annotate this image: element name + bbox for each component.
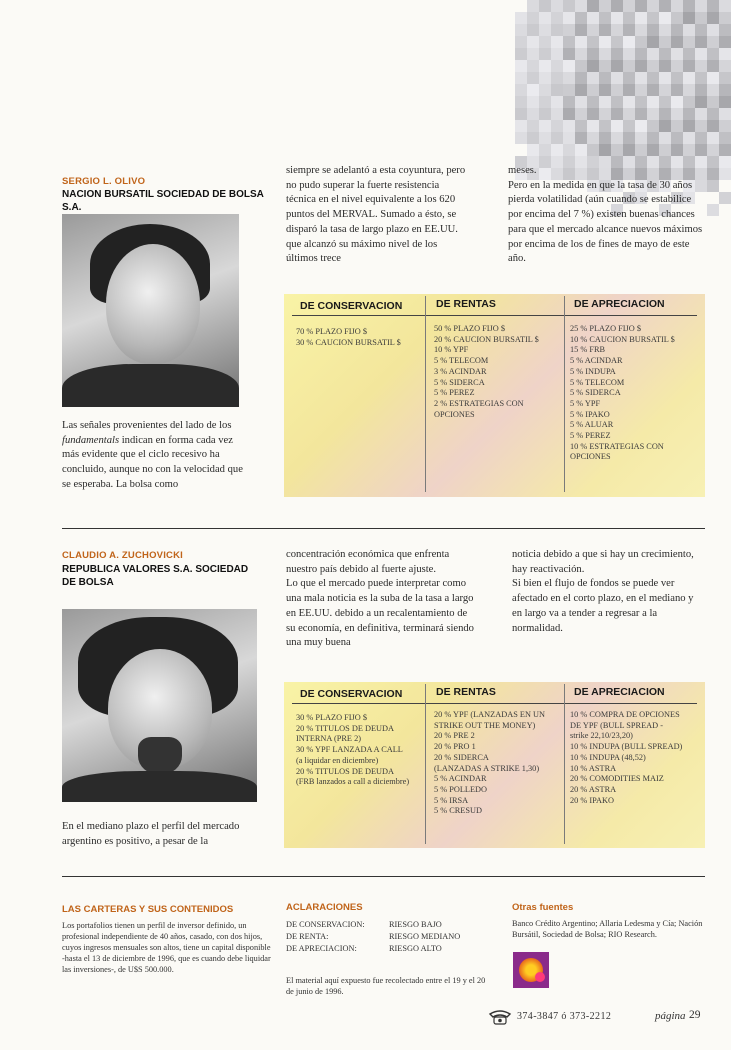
analyst-photo-1 — [62, 214, 239, 407]
sponsor-logo — [513, 952, 549, 988]
phone-icon — [487, 1008, 513, 1026]
cell-conservacion: 70 % PLAZO FIJO $ 30 % CAUCION BURSATIL $ — [296, 327, 401, 347]
phone-number: 374-3847 ó 373-2212 — [517, 1011, 612, 1022]
aclaracion-row: DE APRECIACION: RIESGO ALTO — [286, 944, 442, 953]
aclaracion-row: DE CONSERVACION: RIESGO BAJO — [286, 920, 442, 929]
column-text-2b: concentración económica que enfrenta nuestro país debido al fuerte ajuste. Lo que el mercado puede interpretar como una mala noticia es la suba de la tasa a largo en EE.UU. debido a un recalentamiento de su economía, en definitiva, terminará siendo una muy buena — [286, 549, 474, 649]
cell-apreciacion: 25 % PLAZO FIJO $ 10 % CAUCION BURSATIL $ 15 % FRB 5 % ACINDAR 5 % INDUPA 5 % TELECOM 5 % SIDERCA 5 % YPF 5 % IPAKO 5 % ALUAR 5 % PEREZ 10 % ESTRATEGIAS CON OPCIONES — [570, 324, 675, 462]
portfolio-table-2 — [284, 682, 705, 848]
aclaracion-row: DE RENTA: RIESGO MEDIANO — [286, 932, 461, 941]
header-conservacion: DE CONSERVACION — [300, 300, 403, 312]
header-conservacion: DE CONSERVACION — [300, 688, 403, 700]
column-text-1c: meses. Pero en la medida en que la tasa de 30 años pierda volatilidad (aún cuando se estabilice por encima del 7 %) existen buenas chances para que el mercado alcance nuevos máximos por encima de los de fines de mayo de este año. — [508, 165, 703, 265]
column-text-1b: siempre se adelantó a esta coyuntura, pero no pudo superar la fuerte resistencia técnica en el nivel equivalente a los 620 puntos del MERVAL. Sumado a ésto, se disparó la tasa de largo plazo en EE.UU. que alcanzó su máximo nivel de los últimos trece — [286, 165, 466, 265]
caption-2: En el mediano plazo el perfil del mercado argentino es positivo, a pesar de la — [62, 821, 240, 847]
cell-rentas: 20 % YPF (LANZADAS EN UN STRIKE OUT THE MONEY) 20 % PRE 2 20 % PRO 1 20 % SIDERCA (LANZADAS A STRIKE 1,30) 5 % ACINDAR 5 % POLLEDO 5 % IRSA 5 % CRESUD — [434, 710, 546, 816]
fundamentals-term: fundamentals — [62, 434, 120, 446]
analyst-name-2: CLAUDIO A. ZUCHOVICKI — [62, 550, 184, 561]
page-label: página — [655, 1010, 686, 1022]
header-rentas: DE RENTAS — [436, 686, 496, 698]
portfolio-table-1 — [284, 294, 705, 497]
cell-rentas: 50 % PLAZO FIJO $ 20 % CAUCION BURSATIL $ 10 % YPF 5 % TELECOM 3 % ACINDAR 5 % SIDERCA 5 % PEREZ 2 % ESTRATEGIAS CON OPCIONES — [434, 324, 539, 419]
header-apreciacion: DE APRECIACION — [574, 298, 665, 310]
analyst-name-1: SERGIO L. OLIVO — [62, 176, 146, 187]
section-divider — [62, 528, 705, 529]
aclaraciones-list — [286, 919, 486, 955]
page-number: 29 — [689, 1009, 701, 1021]
column-text-2c: noticia debido a que si hay un crecimiento, hay reactivación. Si bien el flujo de fondos se puede ver afectado en el corto plazo, en el mediano y en largo va a tender a regresar a la normalidad. — [512, 549, 694, 634]
cell-apreciacion: 10 % COMPRA DE OPCIONES DE YPF (BULL SPREAD - strike 22,10/23,20) 10 % INDUPA (BULL SPREAD) 10 % INDUPA (48,52) 10 % ASTRA 20 % COMODITIES MAIZ 20 % ASTRA 20 % IPAKO — [570, 710, 683, 805]
carteras-title: LAS CARTERAS Y SUS CONTENIDOS — [62, 904, 234, 915]
analyst-firm-1: NACION BURSATIL SOCIEDAD DE BOLSA S.A. — [62, 189, 264, 213]
otras-fuentes-text: Banco Crédito Argentino; Allaria Ledesma y Cía; Nación Bursátil, Sociedad de Bolsa; RIO Research. — [512, 919, 703, 939]
caption-1: Las señales provenientes del lado de los fundamentals indican en forma cada vez más evidente que el ciclo recesivo ha concluido, aunque no con la velocidad que se esperaba. La bolsa como — [62, 420, 243, 490]
analyst-firm-2: REPUBLICA VALORES S.A. SOCIEDAD DE BOLSA — [62, 564, 249, 588]
header-apreciacion: DE APRECIACION — [574, 686, 665, 698]
analyst-photo-2 — [62, 609, 257, 802]
material-note: El material aquí expuesto fue recolectado entre el 19 y el 20 de junio de 1996. — [286, 976, 486, 996]
aclaraciones-title: ACLARACIONES — [286, 902, 363, 913]
header-rentas: DE RENTAS — [436, 298, 496, 310]
otras-fuentes-title: Otras fuentes — [512, 902, 574, 913]
carteras-text: Los portafolios tienen un perfil de inversor definido, un profesional independiente de 40 años, casado, con dos hijos, cuyos ingresos mensuales son altos, tiene un capital disponible -hasta el 13 de diciembre de 1996, que es cuando debe liquidar las inversiones-, de U$S 500.000. — [62, 921, 271, 974]
footer-divider — [62, 876, 705, 877]
cell-conservacion: 30 % PLAZO FIJO $ 20 % TITULOS DE DEUDA INTERNA (PRE 2) 30 % YPF LANZADA A CALL (a liquidar en diciembre) 20 % TITULOS DE DEUDA (FRB lanzados a call a diciembre) — [296, 713, 410, 787]
